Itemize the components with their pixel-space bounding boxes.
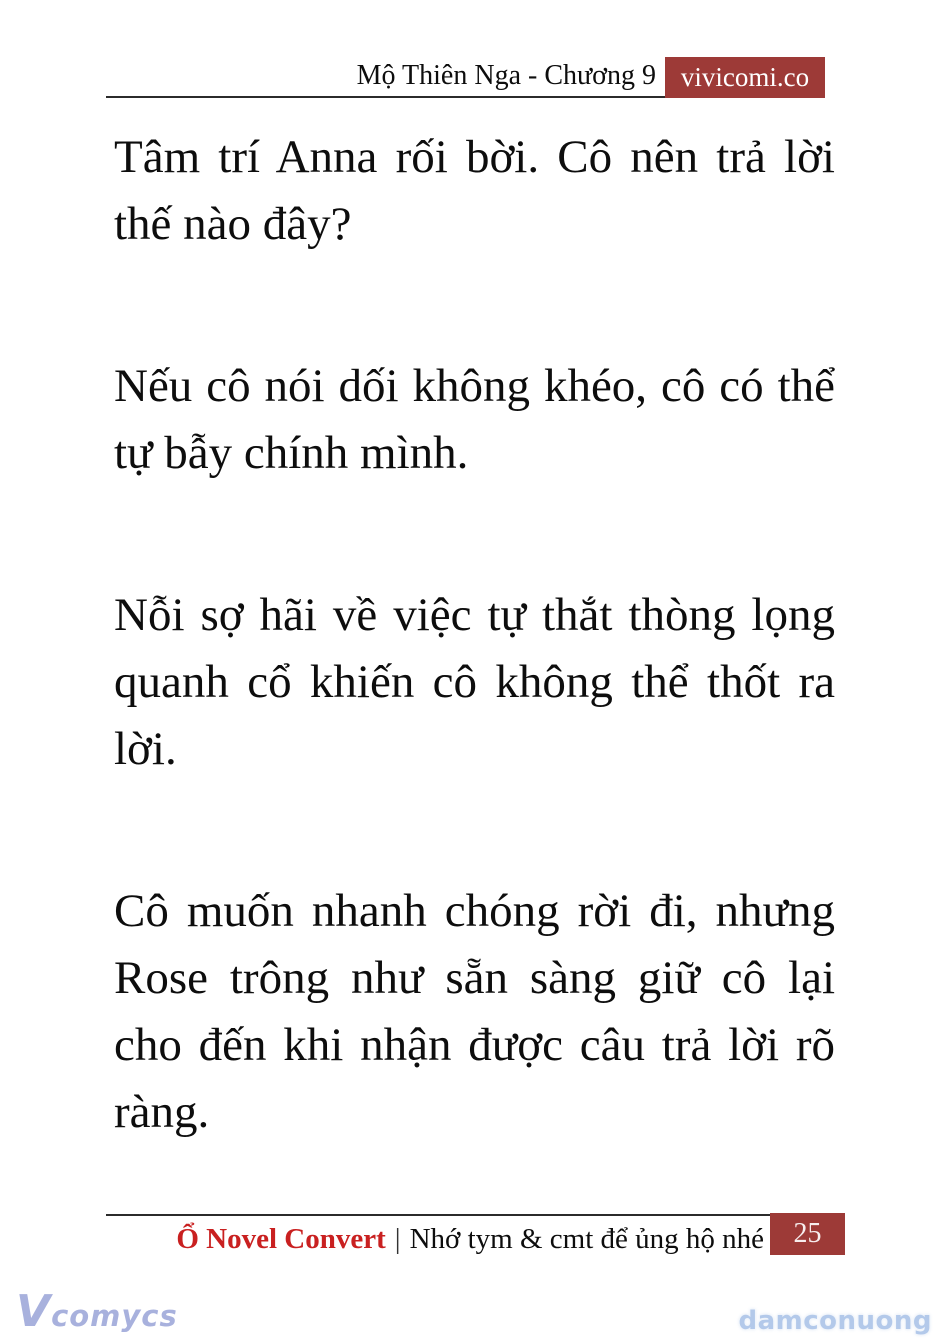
vcomycs-logo-watermark: Vcomycs [16, 1286, 178, 1337]
text-line: ràng. [114, 1086, 210, 1138]
paragraph [114, 582, 835, 783]
text-line: Nỗi sợ hãi về việc tự thắt thòng lọng [114, 589, 835, 641]
text-line: quanh cổ khiến cô không thể thốt ra [114, 656, 835, 708]
text-line: cho đến khi nhận được câu trả lời rõ [114, 1019, 835, 1071]
paragraph [114, 878, 835, 1146]
footer-separator: | [394, 1223, 401, 1255]
text-line: tự bẫy chính mình. [114, 427, 469, 479]
page-number-badge: 25 [770, 1213, 845, 1255]
text-line: lời. [114, 723, 177, 775]
text-line: thế nào đây? [114, 198, 352, 250]
converter-brand: Ổ Novel Convert [176, 1223, 386, 1255]
footer-text [56, 1221, 764, 1257]
site-badge: vivicomi.co [665, 57, 825, 98]
text-line: Nếu cô nói dối không khéo, cô có thể [114, 360, 835, 412]
text-line: Tâm trí Anna rối bời. Cô nên trả lời [114, 131, 835, 183]
text-line: Rose trông như sẵn sàng giữ cô lại [114, 952, 835, 1004]
footer-rule [106, 1214, 770, 1216]
chapter-title: Mộ Thiên Nga - Chương 9 [356, 60, 656, 91]
page-body [114, 124, 835, 1146]
paragraph [114, 353, 835, 487]
damconuong-watermark: damconuong [738, 1306, 932, 1336]
footer-note: Nhớ tym & cmt để ủng hộ nhé [409, 1223, 764, 1255]
paragraph [114, 124, 835, 258]
text-line: Cô muốn nhanh chóng rời đi, nhưng [114, 885, 835, 937]
